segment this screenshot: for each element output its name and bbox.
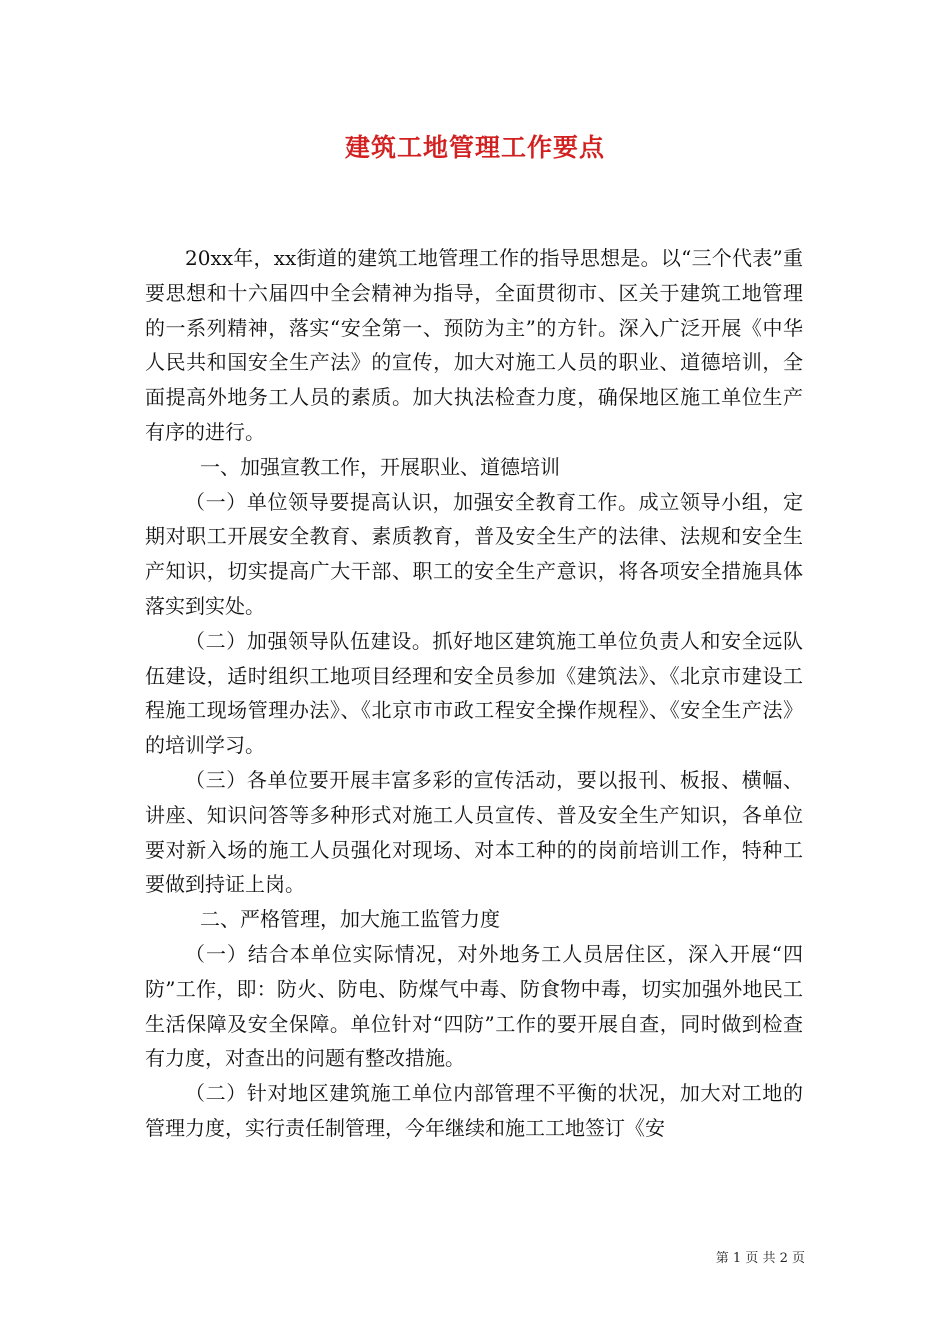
paragraph-2-1: （一）结合本单位实际情况，对外地务工人员居住区，深入开展“四防”工作，即：防火、防电、防煤气中毒、防食物中毒，切实加强外地民工生活保障及安全保障。单位针对“四防”工作的要开展自查，同时做到检查有力度，对查出的问题有整改措施。 — [145, 941, 803, 1071]
section-heading-2: 二、严格管理，加大施工监管力度 — [200, 907, 500, 932]
section-heading-1: 一、加强宣教工作，开展职业、道德培训 — [200, 454, 560, 479]
document-body — [145, 241, 803, 1146]
paragraph-intro: 20xx年，xx街道的建筑工地管理工作的指导思想是。以“三个代表”重要思想和十六届四中全会精神为指导，全面贯彻市、区关于建筑工地管理的一系列精神，落实“安全第一、预防为主”的方针。深入广泛开展《中华人民共和国安全生产法》的宣传，加大对施工人员的职业、道德培训，全面提高外地务工人员的素质。加大执法检查力度，确保地区施工单位生产有序的进行。 — [145, 246, 803, 444]
paragraph-1-1: （一）单位领导要提高认识，加强安全教育工作。成立领导小组，定期对职工开展安全教育、素质教育，普及安全生产的法律、法规和安全生产知识，切实提高广大干部、职工的安全生产意识，将各项安全措施具体落实到实处。 — [145, 489, 803, 618]
paragraph-1-2: （二）加强领导队伍建设。抓好地区建筑施工单位负责人和安全远队伍建设，适时组织工地项目经理和安全员参加《建筑法》、《北京市建设工程施工现场管理办法》、《北京市市政工程安全操作规程》、《安全生产法》的培训学习。 — [145, 628, 803, 758]
paragraph-1-3: （三）各单位要开展丰富多彩的宣传活动，要以报刊、板报、横幅、讲座、知识问答等多种形式对施工人员宣传、普及安全生产知识，各单位要对新入场的施工人员强化对现场、对本工种的的岗前培训工作，特种工要做到持证上岗。 — [145, 767, 803, 897]
document-title: 建筑工地管理工作要点 — [344, 133, 605, 162]
page-footer: 第 1 页 共 2 页 — [715, 1251, 805, 1266]
paragraph-2-2: （二）针对地区建筑施工单位内部管理不平衡的状况，加大对工地的管理力度，实行责任制管理，今年继续和施工工地签订《安 — [145, 1081, 803, 1140]
